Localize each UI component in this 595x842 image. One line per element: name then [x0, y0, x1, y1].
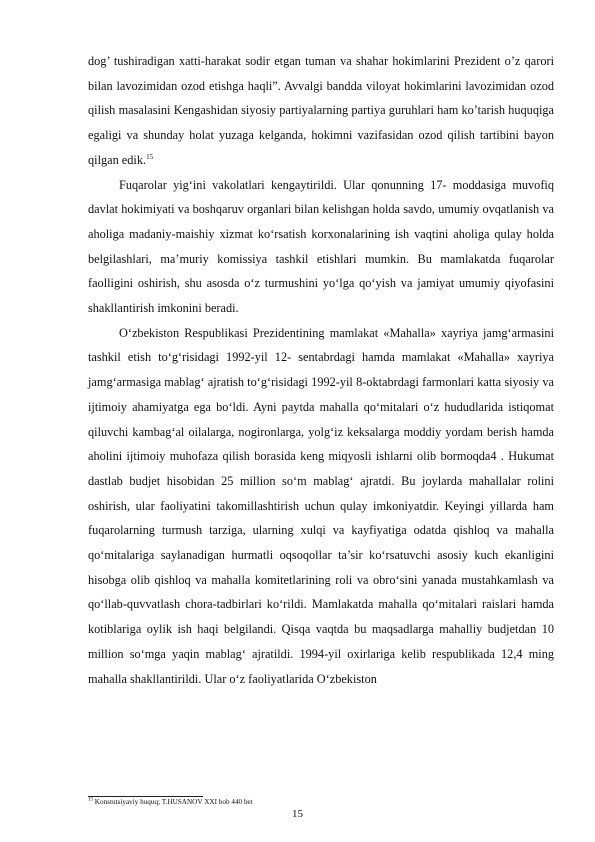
- footnote-reference[interactable]: 15: [146, 152, 154, 161]
- page-number: 15: [292, 808, 303, 820]
- paragraph-3-text: O‘zbekiston Respublikasi Prezidentining mamlakat «Mahalla» xayriya jamg‘armasini tashkil etish to‘g‘risidagi 1992-yil 12- sentabrdagi hamda mamlakat «Mahalla» xayriya jamg‘armasiga mablag‘ ajratish to‘g‘risidagi 1992-yil 8-oktabrdagi farmonlari katta siyosiy va ijtimoiy ahamiyatga ega bo‘ldi. Ayni paytda mahalla qo‘mitalari o‘z hududlarida istiqomat qiluvchi kambag‘al oilalarga, nogironlarga, yolg‘iz keksalarga moddiy yordam berish hamda aholini ijtimoiy muhofaza qilish borasida keng miqyosli ishlarni olib bormoqda4 . Hukumat dastlab budjet hisobidan 25 million so‘m mablag‘ ajratdi. Bu joylarda mahallalar rolini oshirish, ular faoliyatini takomillashtirish uchun qulay imkoniyatdir. Keyingi yillarda ham fuqarolarning turmush tarziga, ularning xulqi va kayfiyatiga odatda qishloq va mahalla qo‘mitalariga saylanadigan hurmatli oqsoqollar ta’sir ko‘rsatuvchi asosiy kuch ekanligini hisobga olib qishloq va mahalla komitetlarining roli va obro‘sini yanada mustahkamlash va qo‘llab-quvvatlash chora-tadbirlari ko‘rildi. Mamlakatda mahalla qo‘mitalari raislari hamda kotiblariga oylik ish haqi belgilandi. Qisqa vaqtda bu maqsadlarga mahalliy budjetdan 10 million so‘mga yaqin mablag‘ ajratildi. 1994-yil oxirlariga kelib respublikada 12,4 ming mahalla shakllantirildi. Ular o‘z faoliyatlarida O‘zbekiston: [88, 325, 554, 686]
- paragraph-1-text: dog’ tushiradigan xatti-harakat sodir etgan tuman va shahar hokimlarini Prezident o’z qarori bilan lavozimidan ozod etishga haqli”. Avvalgi bandda viloyat hokimlarini lavozimidan ozod qilish masalasini Kengashidan siyosiy partiyalarning partiya guruhlari ham ko’tarish huquqiga egaligi va shunday holat yuzaga kelganda, hokimni vazifasidan ozod qilish tartibini bayon qilgan edik.: [88, 54, 554, 167]
- document-body: [88, 49, 554, 691]
- footnote-text: Konstutsiyaviy huquq; T.HUSANOV XXI bob 440 bet: [93, 798, 253, 806]
- footnote: [88, 797, 253, 807]
- paragraph-1: [88, 49, 554, 173]
- paragraph-2: [88, 173, 554, 321]
- footnote-number: 15: [88, 797, 93, 803]
- paragraph-2-text: Fuqarolar yig‘ini vakolatlari kengaytirildi. Ular qonunning 17- moddasiga muvofiq davlat hokimiyati va boshqaruv organlari bilan kelishgan holda savdo, umumiy ovqatlanish va aholiga madaniy-maishiy xizmat ko‘rsatish korxonalarining ish vaqtini aholiga qulay holda belgilashlari, ma’muriy komissiya tashkil etishlari mumkin. Bu mamlakatda fuqarolar faolligini oshirish, shu asosda o‘z turmushini yo‘lga qo‘yish va jamiyat umumiy qiyofasini shakllantirish imkonini beradi.: [88, 177, 554, 316]
- paragraph-3: [88, 321, 554, 692]
